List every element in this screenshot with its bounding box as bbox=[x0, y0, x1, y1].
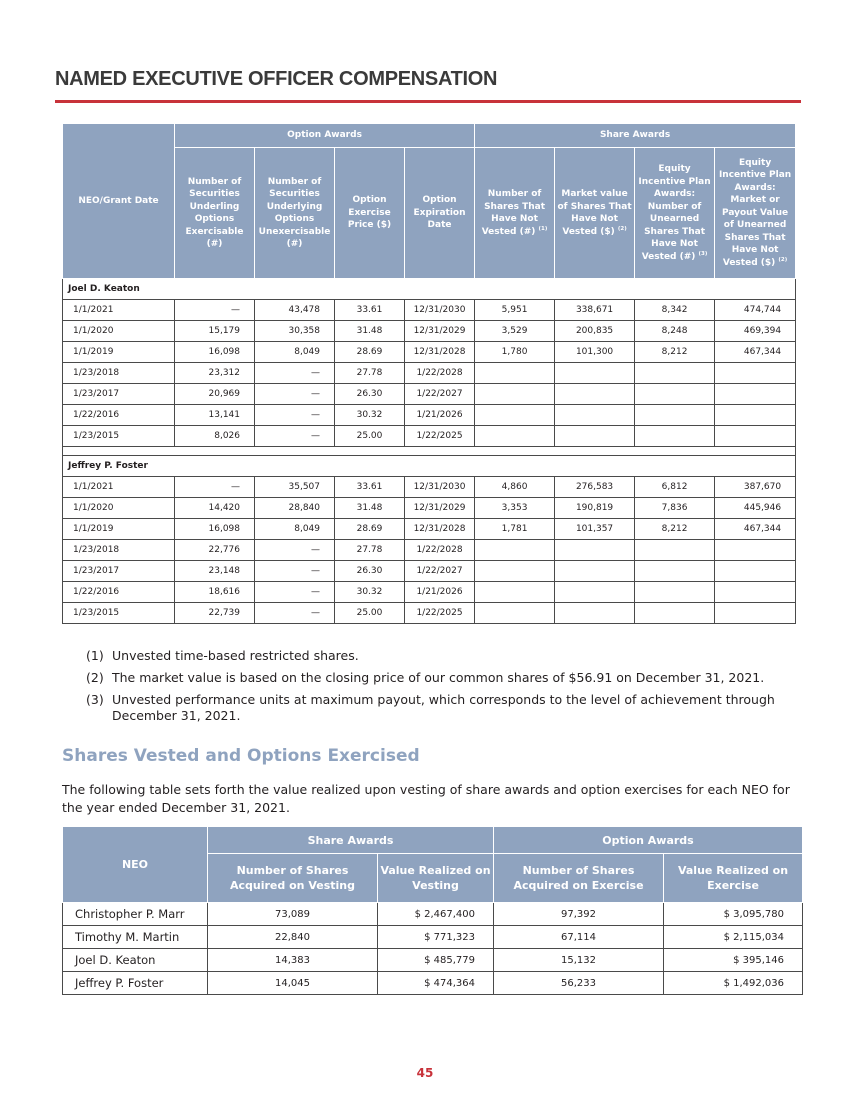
table-cell bbox=[475, 561, 555, 582]
table-row bbox=[63, 603, 796, 624]
table-cell: — bbox=[255, 603, 335, 624]
table-row bbox=[63, 477, 796, 498]
title-rule bbox=[55, 100, 801, 103]
table-cell: 1/22/2028 bbox=[405, 540, 475, 561]
table-cell bbox=[715, 603, 796, 624]
table-cell: 469,394 bbox=[715, 321, 796, 342]
table-cell bbox=[635, 561, 715, 582]
col-header: Number of Securities Underlying Options Unexercisable (#) bbox=[255, 148, 335, 279]
vested-exercised-table bbox=[62, 826, 803, 995]
col-header: Equity Incentive Plan Awards: Number of Unearned Shares That Have Not Vested (#) $^{(3)}$ bbox=[635, 148, 715, 279]
table-cell: 14,045 bbox=[208, 972, 378, 995]
table-cell: 1,781 bbox=[475, 519, 555, 540]
table-cell: 28.69 bbox=[335, 519, 405, 540]
table-cell: 1/22/2025 bbox=[405, 603, 475, 624]
table-cell: 12/31/2029 bbox=[405, 321, 475, 342]
table-cell bbox=[715, 540, 796, 561]
table-cell: 16,098 bbox=[175, 519, 255, 540]
table-cell: 22,776 bbox=[175, 540, 255, 561]
table-cell: 31.48 bbox=[335, 321, 405, 342]
table-cell: 25.00 bbox=[335, 426, 405, 447]
table-row bbox=[63, 972, 803, 995]
table-cell: 5,951 bbox=[475, 300, 555, 321]
table-cell: $ 771,323 bbox=[378, 926, 494, 949]
table-cell bbox=[475, 363, 555, 384]
table-cell: $ 485,779 bbox=[378, 949, 494, 972]
table-cell: 200,835 bbox=[555, 321, 635, 342]
table-cell: 8,212 bbox=[635, 519, 715, 540]
table-cell: 15,179 bbox=[175, 321, 255, 342]
table-cell: 1/1/2021 bbox=[63, 300, 175, 321]
table-row bbox=[63, 321, 796, 342]
table-cell: 73,089 bbox=[208, 903, 378, 926]
table-cell: 33.61 bbox=[335, 477, 405, 498]
table-cell bbox=[715, 426, 796, 447]
table-cell: 474,744 bbox=[715, 300, 796, 321]
table-cell: — bbox=[175, 477, 255, 498]
table-cell: — bbox=[175, 300, 255, 321]
table-cell: 445,946 bbox=[715, 498, 796, 519]
table-cell: 30,358 bbox=[255, 321, 335, 342]
table-cell: 101,300 bbox=[555, 342, 635, 363]
table-cell bbox=[555, 540, 635, 561]
group-header-share-awards: Share Awards bbox=[208, 827, 494, 854]
table-cell bbox=[715, 582, 796, 603]
footnote: (1) Unvested time-based restricted shares. bbox=[86, 648, 359, 663]
executive-name: Jeffrey P. Foster bbox=[63, 456, 796, 477]
table-row bbox=[63, 540, 796, 561]
table-cell bbox=[635, 384, 715, 405]
col-header: Market value of Shares That Have Not Vested ($) $^{(2)}$ bbox=[555, 148, 635, 279]
table-cell: 1/1/2020 bbox=[63, 498, 175, 519]
table-cell: 467,344 bbox=[715, 519, 796, 540]
table-cell: 33.61 bbox=[335, 300, 405, 321]
table-cell bbox=[555, 384, 635, 405]
group-header-option-awards: Option Awards bbox=[494, 827, 803, 854]
footnotes bbox=[86, 648, 796, 730]
col-header-neo: NEO bbox=[63, 827, 208, 903]
table-cell: $ 2,115,034 bbox=[664, 926, 803, 949]
table-row bbox=[63, 582, 796, 603]
table-cell: 27.78 bbox=[335, 363, 405, 384]
table-cell: 12/31/2028 bbox=[405, 519, 475, 540]
table-cell bbox=[475, 384, 555, 405]
table-cell: — bbox=[255, 405, 335, 426]
table-cell: 31.48 bbox=[335, 498, 405, 519]
table-cell: 30.32 bbox=[335, 582, 405, 603]
table-cell: 8,026 bbox=[175, 426, 255, 447]
table-cell: 25.00 bbox=[335, 603, 405, 624]
table-cell: 1/22/2028 bbox=[405, 363, 475, 384]
col-header-neo-grant-date: NEO/Grant Date bbox=[63, 124, 175, 279]
table-cell: 1/23/2017 bbox=[63, 384, 175, 405]
table-cell: 8,342 bbox=[635, 300, 715, 321]
table-cell bbox=[475, 540, 555, 561]
table-cell: 1/21/2026 bbox=[405, 405, 475, 426]
table-cell: 101,357 bbox=[555, 519, 635, 540]
table-row bbox=[63, 363, 796, 384]
table-cell: 1/23/2015 bbox=[63, 426, 175, 447]
table-cell: 22,739 bbox=[175, 603, 255, 624]
table-cell: 12/31/2029 bbox=[405, 498, 475, 519]
table-cell: 1/23/2018 bbox=[63, 540, 175, 561]
table-cell: 1/22/2025 bbox=[405, 426, 475, 447]
outstanding-equity-table bbox=[62, 123, 796, 624]
table-cell bbox=[715, 384, 796, 405]
table-cell: 18,616 bbox=[175, 582, 255, 603]
executive-name-row bbox=[63, 279, 796, 300]
table-row bbox=[63, 300, 796, 321]
table-cell: 16,098 bbox=[175, 342, 255, 363]
table-cell bbox=[555, 582, 635, 603]
table-cell: — bbox=[255, 582, 335, 603]
table-cell: 23,148 bbox=[175, 561, 255, 582]
table-cell: 12/31/2030 bbox=[405, 300, 475, 321]
col-header: Number of Securities Underling Options Exercisable (#) bbox=[175, 148, 255, 279]
table-cell bbox=[555, 561, 635, 582]
table-cell: 1/22/2027 bbox=[405, 384, 475, 405]
footnote: (2) The market value is based on the closing price of our common shares of $56.91 on December 31, 2021. bbox=[86, 670, 765, 685]
table-cell: — bbox=[255, 561, 335, 582]
table-row bbox=[63, 498, 796, 519]
table-cell bbox=[475, 426, 555, 447]
table-cell bbox=[635, 426, 715, 447]
table-row bbox=[63, 384, 796, 405]
table-cell: 12/31/2028 bbox=[405, 342, 475, 363]
table-cell bbox=[715, 405, 796, 426]
footnote-ref: (2) bbox=[617, 225, 627, 232]
table-cell bbox=[635, 540, 715, 561]
table-cell: $ 395,146 bbox=[664, 949, 803, 972]
executive-name-row bbox=[63, 456, 796, 477]
col-header-value-realized-exercise: Value Realized on Exercise bbox=[664, 854, 803, 903]
col-header-shares-acquired-exercise: Number of Shares Acquired on Exercise bbox=[494, 854, 664, 903]
table-cell: — bbox=[255, 426, 335, 447]
table-cell: 20,969 bbox=[175, 384, 255, 405]
table-cell: 3,529 bbox=[475, 321, 555, 342]
table-cell: 43,478 bbox=[255, 300, 335, 321]
table-cell: 8,049 bbox=[255, 519, 335, 540]
table-cell: 35,507 bbox=[255, 477, 335, 498]
table-cell: 1/23/2017 bbox=[63, 561, 175, 582]
table-cell bbox=[555, 426, 635, 447]
spacer-row bbox=[63, 447, 796, 456]
table-cell: 1/23/2015 bbox=[63, 603, 175, 624]
table-cell: $ 3,095,780 bbox=[664, 903, 803, 926]
table-cell: 1/22/2016 bbox=[63, 582, 175, 603]
table-cell: 28,840 bbox=[255, 498, 335, 519]
table-cell: 8,212 bbox=[635, 342, 715, 363]
neo-name-cell: Jeffrey P. Foster bbox=[63, 972, 208, 995]
table-cell: 56,233 bbox=[494, 972, 664, 995]
neo-name-cell: Christopher P. Marr bbox=[63, 903, 208, 926]
col-header: Number of Shares That Have Not Vested (#) $^{(1)}$ bbox=[475, 148, 555, 279]
table-cell bbox=[635, 363, 715, 384]
table-cell: 1,780 bbox=[475, 342, 555, 363]
table-cell: 8,049 bbox=[255, 342, 335, 363]
table-cell: — bbox=[255, 540, 335, 561]
col-header-value-realized-vesting: Value Realized on Vesting bbox=[378, 854, 494, 903]
table-cell: 8,248 bbox=[635, 321, 715, 342]
table-cell bbox=[555, 603, 635, 624]
table-row bbox=[63, 342, 796, 363]
page-number: 45 bbox=[416, 1066, 434, 1080]
table-cell: 13,141 bbox=[175, 405, 255, 426]
table-cell: 1/23/2018 bbox=[63, 363, 175, 384]
table-cell: 28.69 bbox=[335, 342, 405, 363]
table-cell bbox=[475, 405, 555, 426]
section-subheading: Shares Vested and Options Exercised bbox=[62, 746, 420, 766]
neo-name-cell: Joel D. Keaton bbox=[63, 949, 208, 972]
group-header-option-awards: Option Awards bbox=[175, 124, 475, 148]
table-cell: $ 474,364 bbox=[378, 972, 494, 995]
table-cell bbox=[555, 405, 635, 426]
table-cell: 26.30 bbox=[335, 561, 405, 582]
table-cell: $ 2,467,400 bbox=[378, 903, 494, 926]
table-cell: 12/31/2030 bbox=[405, 477, 475, 498]
table-cell: 14,420 bbox=[175, 498, 255, 519]
table-row bbox=[63, 926, 803, 949]
table-cell bbox=[555, 363, 635, 384]
table-cell: 4,860 bbox=[475, 477, 555, 498]
table-cell: — bbox=[255, 363, 335, 384]
table-cell bbox=[475, 582, 555, 603]
table-row bbox=[63, 903, 803, 926]
table-row bbox=[63, 426, 796, 447]
table-cell: $ 1,492,036 bbox=[664, 972, 803, 995]
col-header: Option Exercise Price ($) bbox=[335, 148, 405, 279]
table-cell: 1/22/2027 bbox=[405, 561, 475, 582]
table-cell: 6,812 bbox=[635, 477, 715, 498]
table-cell bbox=[635, 603, 715, 624]
col-header: Option Expiration Date bbox=[405, 148, 475, 279]
table-cell bbox=[635, 405, 715, 426]
table-row bbox=[63, 561, 796, 582]
table-cell: 1/1/2020 bbox=[63, 321, 175, 342]
table-cell bbox=[635, 582, 715, 603]
col-header-shares-acquired-vesting: Number of Shares Acquired on Vesting bbox=[208, 854, 378, 903]
table-cell: 26.30 bbox=[335, 384, 405, 405]
table-cell: 387,670 bbox=[715, 477, 796, 498]
table-cell: 1/1/2021 bbox=[63, 477, 175, 498]
table-cell: 1/1/2019 bbox=[63, 519, 175, 540]
executive-name: Joel D. Keaton bbox=[63, 279, 796, 300]
table-cell: 7,836 bbox=[635, 498, 715, 519]
table-cell: 27.78 bbox=[335, 540, 405, 561]
neo-name-cell: Timothy M. Martin bbox=[63, 926, 208, 949]
table-cell bbox=[715, 363, 796, 384]
table-cell: 67,114 bbox=[494, 926, 664, 949]
table-row bbox=[63, 949, 803, 972]
table-cell: 30.32 bbox=[335, 405, 405, 426]
table-cell: 1/21/2026 bbox=[405, 582, 475, 603]
table-cell: 3,353 bbox=[475, 498, 555, 519]
table-cell: 190,819 bbox=[555, 498, 635, 519]
intro-paragraph: The following table sets forth the value realized upon vesting of share awards and option exercises for each NEO for the year ended December 31, 2021. bbox=[62, 782, 790, 815]
table-cell bbox=[715, 561, 796, 582]
table-cell: 97,392 bbox=[494, 903, 664, 926]
footnote-ref: (1) bbox=[538, 225, 548, 232]
table-cell: — bbox=[255, 384, 335, 405]
table-row bbox=[63, 405, 796, 426]
table-cell: 22,840 bbox=[208, 926, 378, 949]
table-cell: 14,383 bbox=[208, 949, 378, 972]
table-cell: 1/1/2019 bbox=[63, 342, 175, 363]
footnote: (3) Unvested performance units at maximum payout, which corresponds to the level of achievement through December 31, 2021. bbox=[86, 692, 775, 723]
table-cell: 276,583 bbox=[555, 477, 635, 498]
page-title: NAMED EXECUTIVE OFFICER COMPENSATION bbox=[55, 68, 498, 90]
table-cell: 23,312 bbox=[175, 363, 255, 384]
table-cell: 1/22/2016 bbox=[63, 405, 175, 426]
table-cell: 467,344 bbox=[715, 342, 796, 363]
table-cell bbox=[475, 603, 555, 624]
table-cell: 15,132 bbox=[494, 949, 664, 972]
table-cell: 338,671 bbox=[555, 300, 635, 321]
col-header: Equity Incentive Plan Awards: Market or Payout Value of Unearned Shares That Have Not Vested ($) $^{(2)}$ bbox=[715, 148, 796, 279]
footnote-ref: (3) bbox=[698, 250, 708, 257]
group-header-share-awards: Share Awards bbox=[475, 124, 796, 148]
table-row bbox=[63, 519, 796, 540]
footnote-ref: (2) bbox=[778, 256, 788, 263]
